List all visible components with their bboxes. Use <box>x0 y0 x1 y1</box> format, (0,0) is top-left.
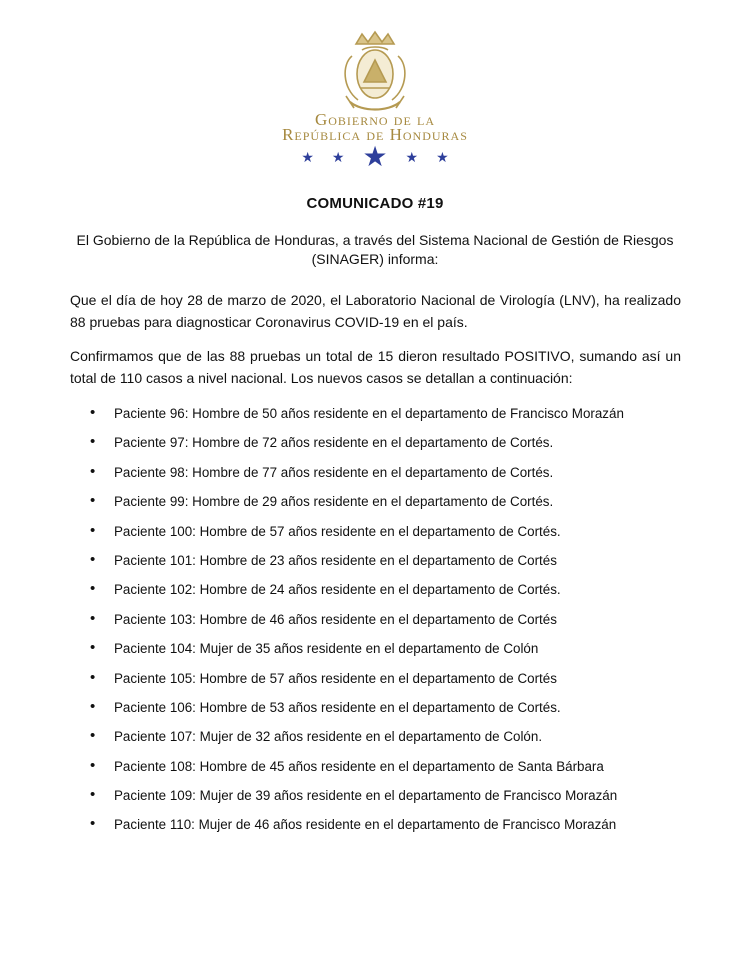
star-row <box>250 143 500 171</box>
intro-paragraph: El Gobierno de la República de Honduras, a través del Sistema Nacional de Gestión de Riesgos (SINAGER) informa: <box>76 232 674 267</box>
case-text: Paciente 108: Hombre de 45 años residente en el departamento de Santa Bárbara <box>114 758 604 774</box>
star-icon: ★ <box>405 149 419 165</box>
list-item <box>90 492 624 521</box>
star-icon: ★ <box>362 141 388 172</box>
list-item <box>90 551 624 580</box>
case-text: Paciente 100: Hombre de 57 años residente en el departamento de Cortés. <box>114 523 561 539</box>
list-item <box>90 786 624 815</box>
list-item <box>90 815 624 844</box>
case-text: Paciente 101: Hombre de 23 años residente en el departamento de Cortés <box>114 552 557 568</box>
list-item <box>90 463 624 492</box>
star-icon: ★ <box>301 149 314 165</box>
case-text: Paciente 99: Hombre de 29 años residente en el departamento de Cortés. <box>114 494 554 510</box>
case-text: Paciente 102: Hombre de 24 años residente en el departamento de Cortés. <box>114 582 561 598</box>
case-text: Paciente 97: Hombre de 72 años residente en el departamento de Cortés. <box>114 435 554 451</box>
list-item <box>90 610 624 639</box>
bullet-icon: • <box>90 462 96 480</box>
coat-of-arms-icon <box>332 30 418 116</box>
list-item <box>90 757 624 786</box>
bullet-icon: • <box>90 815 96 833</box>
government-name-line2: República de Honduras <box>282 125 468 144</box>
case-text: Paciente 107: Mujer de 32 años residente en el departamento de Colón. <box>114 729 543 745</box>
bullet-icon: • <box>90 668 96 686</box>
list-item <box>90 669 624 698</box>
star-icon: ★ <box>436 149 449 165</box>
bullet-icon: • <box>90 697 96 715</box>
bullet-icon: • <box>90 550 96 568</box>
case-text: Paciente 98: Hombre de 77 años residente en el departamento de Cortés. <box>114 464 554 480</box>
bullet-icon: • <box>90 727 96 745</box>
list-item <box>90 433 624 462</box>
case-text: Paciente 109: Mujer de 39 años residente en el departamento de Francisco Morazán <box>114 788 618 804</box>
bullet-icon: • <box>90 492 96 510</box>
case-text: Paciente 96: Hombre de 50 años residente en el departamento de Francisco Morazán <box>114 406 624 421</box>
government-name-line1: Gobierno de la <box>314 110 436 129</box>
list-item <box>90 727 624 756</box>
cases-list <box>90 404 624 845</box>
list-item <box>90 698 624 727</box>
cases-summary-paragraph: Confirmamos que de las 88 pruebas un total de 15 dieron resultado POSITIVO, sumando así un total de 110 casos a nivel nacional. Los nuevos casos se detallan a continuación: <box>70 348 681 386</box>
case-text: Paciente 103: Hombre de 46 años residente en el departamento de Cortés <box>114 611 557 627</box>
bullet-icon: • <box>90 639 96 657</box>
bullet-icon: • <box>90 756 96 774</box>
bullet-icon: • <box>90 404 96 421</box>
bullet-icon: • <box>90 609 96 627</box>
bullet-icon: • <box>90 786 96 804</box>
tests-paragraph: Que el día de hoy 28 de marzo de 2020, el Laboratorio Nacional de Virología (LNV), ha realizado 88 pruebas para diagnosticar Coronavirus COVID-19 en el país. <box>70 292 681 330</box>
case-text: Paciente 106: Hombre de 53 años residente en el departamento de Cortés. <box>114 699 561 715</box>
list-item <box>90 404 624 433</box>
list-item <box>90 639 624 668</box>
case-text: Paciente 110: Mujer de 46 años residente en el departamento de Francisco Morazán <box>114 817 617 833</box>
list-item <box>90 522 624 551</box>
document-title: COMUNICADO #19 <box>306 195 444 212</box>
list-item <box>90 580 624 609</box>
bullet-icon: • <box>90 580 96 598</box>
star-icon: ★ <box>331 149 345 165</box>
bullet-icon: • <box>90 521 96 539</box>
bullet-icon: • <box>90 433 96 451</box>
case-text: Paciente 105: Hombre de 57 años residente en el departamento de Cortés <box>114 670 557 686</box>
case-text: Paciente 104: Mujer de 35 años residente en el departamento de Colón <box>114 641 539 657</box>
